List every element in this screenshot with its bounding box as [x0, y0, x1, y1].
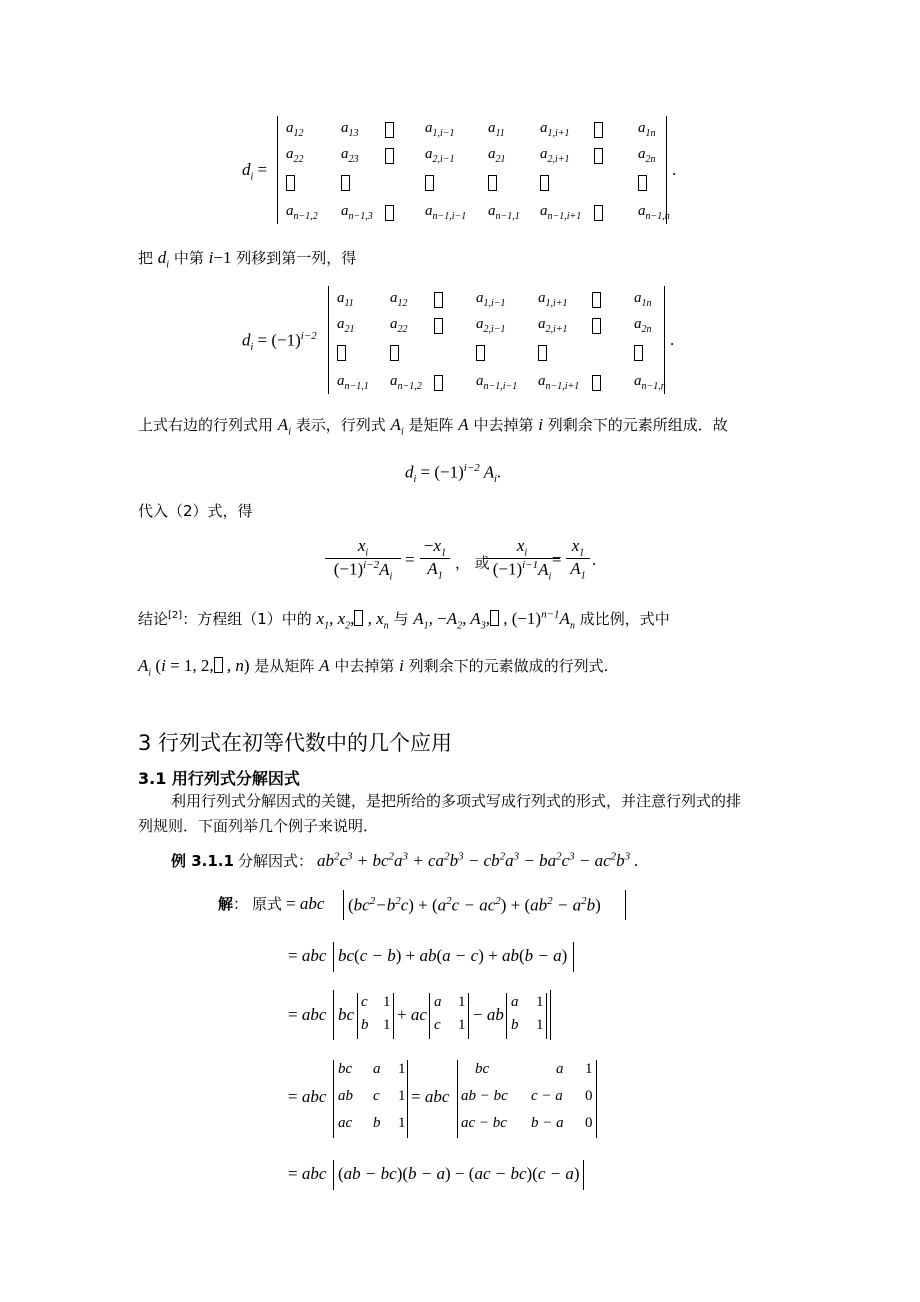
ellipsis-box	[425, 175, 434, 191]
ellipsis-box	[592, 318, 601, 334]
sol3-cell: 1	[383, 994, 391, 1010]
matrix1-lhs: $d_i$ =	[242, 160, 268, 183]
matrix-cell: $a_{1,i+1}$	[540, 120, 570, 139]
ellipsis-box	[385, 205, 394, 221]
sol4-cell: 1	[398, 1088, 406, 1104]
matrix-cell: $a_{2,i+1}$	[540, 146, 570, 165]
matrix-cell: $a_{1,i-1}$	[425, 120, 455, 139]
ellipsis-box	[594, 205, 603, 221]
sol5-bar-r	[583, 1160, 584, 1190]
sol3-cell: 1	[536, 1017, 544, 1033]
sol4-m1-l	[333, 1060, 334, 1138]
sol2-bar-l	[333, 942, 334, 972]
sol3-cell: 1	[458, 994, 466, 1010]
ellipsis-box	[538, 345, 547, 361]
matrix-cell: $a_{2,i+1}$	[538, 316, 568, 335]
sol1-bar-r	[625, 890, 626, 920]
matrix1-end: .	[672, 160, 677, 179]
solution-line2-expr: bc(c − b) + ab(a − c) + ab(b − a)	[338, 946, 568, 965]
sol3-bar-r	[550, 990, 551, 1040]
sol3-cell: 1	[458, 1017, 466, 1033]
solution-line5-expr: (ab − bc)(b − a) − (ac − bc)(c − a)	[338, 1164, 580, 1183]
matrix-cell: $a_{n-1,2}$	[286, 203, 318, 222]
matrix-cell: $a_{1,i-1}$	[476, 290, 506, 309]
sol4-cell: ab	[338, 1088, 353, 1104]
solution-line3: = abc	[288, 1005, 327, 1024]
matrix-cell: $a_{1n}$	[634, 290, 652, 309]
ellipsis-box	[385, 122, 394, 138]
matrix-cell: $a_{n-1,2}$	[390, 373, 422, 392]
matrix-cell: $a_{21}$	[488, 146, 506, 165]
sol4-cell: a	[556, 1061, 564, 1077]
ellipsis-box	[390, 345, 399, 361]
matrix-cell: $a_{12}$	[286, 120, 304, 139]
sol4-cell: c	[373, 1088, 380, 1104]
sol5-bar-l	[333, 1160, 334, 1190]
sol4-cell: ab − bc	[461, 1088, 508, 1104]
sol3-ab: − ab	[473, 1005, 504, 1024]
sol3-m2-l	[429, 993, 430, 1039]
matrix-cell: $a_{n-1,i+1}$	[540, 203, 582, 222]
sol4-cell: 0	[585, 1115, 593, 1131]
section-heading: 3 行列式在初等代数中的几个应用	[138, 731, 453, 755]
solution-line1: 解： 原式 = abc	[218, 894, 325, 913]
solution-line5: = abc	[288, 1164, 327, 1183]
conclusion-line1: 结论[2]：方程组（1）中的 $x_1$, $x_2$, , $x_n$ 与 $A_1$, $-A_2$, $A_3$, , $(-1)^{n-1}A_n$ 成比例，式中	[138, 608, 670, 632]
text-move-column: 把 $d_i$ 中第 i−1 列移到第一列，得	[138, 248, 357, 271]
matrix-cell: $a_{2,i-1}$	[476, 316, 506, 335]
ellipsis-box	[434, 292, 443, 308]
matrix-cell: $a_{21}$	[337, 316, 355, 335]
sol3-ac: + ac	[397, 1005, 427, 1024]
matrix-cell: $a_{22}$	[390, 316, 408, 335]
sol3-cell: c	[361, 994, 368, 1010]
ellipsis-box	[540, 175, 549, 191]
matrix2-left-bar	[328, 286, 329, 394]
conclusion-line2: $A_i$ (i = 1, 2, , n) 是从矩阵 A 中去掉第 i 列剩余下的元素做成的行列式.	[138, 656, 609, 679]
ellipsis-box	[341, 175, 350, 191]
sol4-cell: bc	[475, 1061, 490, 1077]
matrix-cell: $a_{13}$	[341, 120, 359, 139]
paragraph-line1: 利用行列式分解因式的关键，是把所给的多项式写成行列式的形式，并注意行列式的排	[171, 792, 742, 810]
ellipsis-box	[488, 175, 497, 191]
sol3-m1-r	[393, 993, 394, 1039]
ellipsis-box	[476, 345, 485, 361]
sol3-cell: b	[361, 1017, 369, 1033]
sol3-cell: b	[511, 1017, 519, 1033]
matrix-cell: $a_{2n}$	[638, 146, 656, 165]
matrix-cell: $a_{22}$	[286, 146, 304, 165]
sol4-cell: ac − bc	[461, 1115, 507, 1131]
matrix2-lhs: $d_i = (-1)^{i-2}$	[242, 330, 317, 354]
matrix-cell: $a_{n-1,n}$	[638, 203, 670, 222]
sol3-m3-r	[546, 993, 547, 1039]
sol3-cell: a	[511, 994, 519, 1010]
matrix-cell: $a_{n-1,i-1}$	[425, 203, 467, 222]
ellipsis-box	[434, 375, 443, 391]
sol4-cell: ac	[338, 1115, 353, 1131]
matrix-cell: $a_{23}$	[341, 146, 359, 165]
subsection-heading: 3.1 用行列式分解因式	[138, 769, 300, 788]
sol4-cell: 1	[398, 1061, 406, 1077]
matrix-cell: $a_{2,i-1}$	[425, 146, 455, 165]
sol4-cell: b	[373, 1115, 381, 1131]
ellipsis-box	[385, 148, 394, 164]
matrix-cell: $a_{12}$	[390, 290, 408, 309]
ellipsis-box	[638, 175, 647, 191]
sol4-cell: b − a	[531, 1115, 564, 1131]
sol4-cell: 1	[585, 1061, 593, 1077]
sol2-bar-r	[573, 942, 574, 972]
sol3-bar-l	[333, 990, 334, 1040]
example-3-1-1: 例 3.1.1 分解因式： $ab^2c^3 + bc^2a^3 + ca^2b^3 - cb^2a^3 - ba^2c^3 - ac^2b^3$ .	[171, 850, 639, 870]
ellipsis-box	[592, 292, 601, 308]
sol4-m2-r	[596, 1060, 597, 1138]
matrix-cell: $a_{2n}$	[634, 316, 652, 335]
text-substitute: 代入（2）式，得	[138, 502, 253, 520]
sol4-m1-r	[407, 1060, 408, 1138]
sol4-cell: a	[373, 1061, 381, 1077]
sol4-cell: 1	[398, 1115, 406, 1131]
sol1-bar-l	[343, 890, 344, 920]
sol3-cell: 1	[536, 994, 544, 1010]
solution-line2: = abc	[288, 946, 327, 965]
ellipsis-box	[592, 375, 601, 391]
ellipsis-box	[594, 122, 603, 138]
solution-line4: = abc	[288, 1087, 327, 1106]
matrix-cell: $a_{n-1,i+1}$	[538, 373, 580, 392]
text-ai-definition: 上式右边的行列式用 $A_i$ 表示，行列式 $A_i$ 是矩阵 A 中去掉第 i 列剩余下的元素所组成．故	[138, 415, 728, 438]
sol3-m1-l	[357, 993, 358, 1039]
ellipsis-box	[634, 345, 643, 361]
sol3-m3-l	[506, 993, 507, 1039]
ellipsis-box	[286, 175, 295, 191]
sol4-cell: c − a	[531, 1088, 563, 1104]
matrix-cell: $a_{n-1,1}$	[488, 203, 520, 222]
paragraph-line2: 列规则．下面列举几个例子来说明．	[138, 817, 379, 835]
matrix-cell: $a_{n-1,i-1}$	[476, 373, 518, 392]
ellipsis-box	[594, 148, 603, 164]
solution-line1-expr: $(bc^2-b^2c) + (a^2c - ac^2) + (ab^2 - a^2b)$	[348, 895, 601, 915]
matrix2-end: .	[670, 330, 675, 349]
matrix-cell: $a_{1n}$	[638, 120, 656, 139]
sol4-cell: 0	[585, 1088, 593, 1104]
matrix-cell: $a_{11}$	[488, 120, 505, 139]
sol3-cell: a	[434, 994, 442, 1010]
matrix-cell: $a_{n-1,1}$	[337, 373, 369, 392]
matrix1-left-bar	[277, 116, 278, 224]
sol3-cell: c	[434, 1017, 441, 1033]
equation-di: $d_i = (-1)^{i-2}$ $A_i$.	[405, 462, 502, 486]
ellipsis-box	[337, 345, 346, 361]
sol4-cell: bc	[338, 1061, 353, 1077]
sol3-bc: bc	[338, 1005, 355, 1024]
sol3-cell: 1	[383, 1017, 391, 1033]
ellipsis-box	[434, 318, 443, 334]
sol4-eq: = abc	[411, 1087, 450, 1106]
matrix-cell: $a_{11}$	[337, 290, 354, 309]
matrix-cell: $a_{n-1,3}$	[341, 203, 373, 222]
sol4-m2-l	[457, 1060, 458, 1138]
equation-or: ， 或	[455, 554, 490, 572]
sol3-m2-r	[468, 993, 469, 1039]
matrix-cell: $a_{n-1,n}$	[634, 373, 666, 392]
matrix-cell: $a_{1,i+1}$	[538, 290, 568, 309]
